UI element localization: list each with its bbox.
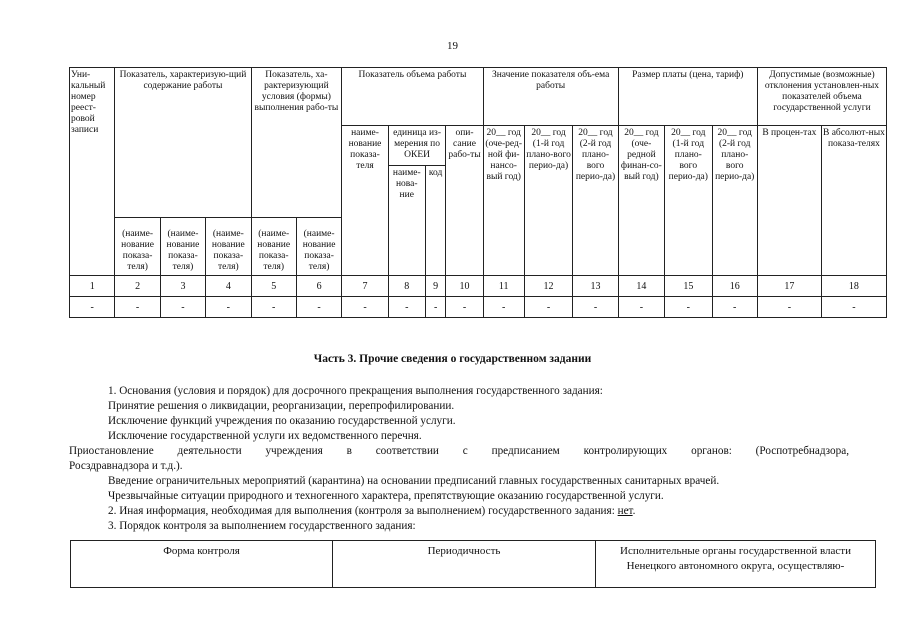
column-number: 6 <box>296 276 341 297</box>
paragraph-function-exclusion: Исключение функций учреждения по оказанию государственной услуги. <box>108 415 456 427</box>
table-cell: - <box>296 297 341 318</box>
table-cell: - <box>821 297 886 318</box>
paragraph-other-info: 2. Иная информация, необходимая для выполнения (контроля за выполнением) государственного задания: нет. <box>108 505 636 517</box>
header-value-year2: 20__ год (2-й год плано-вого перио-да) <box>573 126 618 276</box>
subheader-indicator-name: (наиме-нование показа-теля) <box>251 218 296 276</box>
header-work-description: опи-сание рабо-ты <box>446 126 483 276</box>
table-cell: - <box>524 297 572 318</box>
table-cell: - <box>425 297 446 318</box>
header-unit-name: наиме-нова-ние <box>388 166 425 276</box>
column-number: 2 <box>115 276 160 297</box>
table-cell: - <box>206 297 251 318</box>
column-number: 14 <box>618 276 664 297</box>
column-number: 17 <box>757 276 821 297</box>
subheader-indicator-name: (наиме-нование показа-теля) <box>296 218 341 276</box>
table-cell: - <box>342 297 388 318</box>
control-table <box>70 540 876 588</box>
page-number: 19 <box>447 40 458 52</box>
executive-bodies-line2: Ненецкого автономного округа, осуществляю- <box>626 560 845 572</box>
column-number: 16 <box>712 276 757 297</box>
executive-bodies-header <box>596 541 876 588</box>
column-number: 18 <box>821 276 886 297</box>
header-fee-year0: 20__ год (оче-редной финан-со-вый год) <box>618 126 664 276</box>
paragraph-suspension-cont: Росздравнадзора и т.д.). <box>69 460 183 472</box>
table-cell: - <box>70 297 115 318</box>
column-number: 9 <box>425 276 446 297</box>
header-value-year1: 20__ год (1-й год плано-вого перио-да) <box>524 126 572 276</box>
column-number: 4 <box>206 276 251 297</box>
column-number: 3 <box>160 276 205 297</box>
header-allowed-deviation: Допустимые (возможные) отклонения установлен-ных показателей объема государственной услуги <box>757 68 886 126</box>
table-cell: - <box>618 297 664 318</box>
header-volume-value: Значение показателя объ-ема работы <box>483 68 618 126</box>
periodicity-header: Периодичность <box>333 541 596 588</box>
column-number: 7 <box>342 276 388 297</box>
table-cell: - <box>388 297 425 318</box>
table-cell: - <box>757 297 821 318</box>
header-content-indicator: Показатель, характеризую-щий содержание работы <box>115 68 251 218</box>
table-cell: - <box>160 297 205 318</box>
column-number: 5 <box>251 276 296 297</box>
executive-bodies-line1: Исполнительные органы государственной власти <box>620 545 851 557</box>
paragraph-emergency: Чрезвычайные ситуации природного и техногенного характера, препятствующие оказанию государственной услуги. <box>108 490 664 502</box>
table-cell: - <box>573 297 618 318</box>
header-volume-name: наиме-нование показа-теля <box>342 126 388 276</box>
header-okei-unit: единица из-мерения по ОКЕИ <box>388 126 446 166</box>
column-number: 15 <box>665 276 712 297</box>
part3-heading: Часть 3. Прочие сведения о государственном задании <box>313 353 592 365</box>
paragraph-quarantine: Введение ограничительных мероприятий (карантина) на основании предписаний главных государственных санитарных врачей. <box>108 475 720 487</box>
paragraph-suspension: Приостановление деятельности учреждения в соответствии с предписанием контролирующих органов: (Роспотребнадзора, <box>69 445 849 457</box>
table-cell: - <box>446 297 483 318</box>
paragraph-termination-grounds: 1. Основания (условия и порядок) для досрочного прекращения выполнения государственного задания: <box>108 385 603 397</box>
column-number: 1 <box>70 276 115 297</box>
header-condition-indicator: Показатель, ха-рактеризующий условия (формы) выполнения рабо-ты <box>251 68 342 218</box>
column-number: 13 <box>573 276 618 297</box>
other-info-value: нет <box>617 505 633 517</box>
header-deviation-absolute: В абсолют-ных показа-телях <box>821 126 886 276</box>
paragraph-control-procedure: 3. Порядок контроля за выполнением государственного задания: <box>108 520 416 532</box>
subheader-indicator-name: (наиме-нование показа-теля) <box>206 218 251 276</box>
subheader-indicator-name: (наиме-нование показа-теля) <box>160 218 205 276</box>
header-value-year0: 20__ год (оче-ред-ной фи-нансо-вый год) <box>483 126 524 276</box>
table-row <box>70 297 887 318</box>
table-cell: - <box>665 297 712 318</box>
header-fee-size: Размер платы (цена, тариф) <box>618 68 757 126</box>
header-deviation-percent: В процен-тах <box>757 126 821 276</box>
paragraph-liquidation: Принятие решения о ликвидации, реорганизации, перепрофилировании. <box>108 400 455 412</box>
table-cell: - <box>115 297 160 318</box>
table-cell: - <box>251 297 296 318</box>
paragraph-service-exclusion: Исключение государственной услуги их ведомственного перечня. <box>108 430 422 442</box>
header-fee-year1: 20__ год (1-й год плано-вого перио-да) <box>665 126 712 276</box>
header-fee-year2: 20__ год (2-й год плано-вого перио-да) <box>712 126 757 276</box>
column-numbers-row <box>70 276 887 297</box>
header-unit-code: код <box>425 166 446 276</box>
volume-indicators-table <box>69 67 887 318</box>
column-number: 8 <box>388 276 425 297</box>
subheader-indicator-name: (наиме-нование показа-теля) <box>115 218 160 276</box>
table-cell: - <box>712 297 757 318</box>
column-number: 12 <box>524 276 572 297</box>
column-number: 10 <box>446 276 483 297</box>
table-cell: - <box>483 297 524 318</box>
other-info-label: 2. Иная информация, необходимая для выполнения (контроля за выполнением) государственного задания: <box>108 505 615 517</box>
control-form-header: Форма контроля <box>71 541 333 588</box>
header-volume-indicator: Показатель объема работы <box>342 68 483 126</box>
column-number: 11 <box>483 276 524 297</box>
header-registry-number: Уни-кальный номер реест-ровой записи <box>70 68 115 276</box>
